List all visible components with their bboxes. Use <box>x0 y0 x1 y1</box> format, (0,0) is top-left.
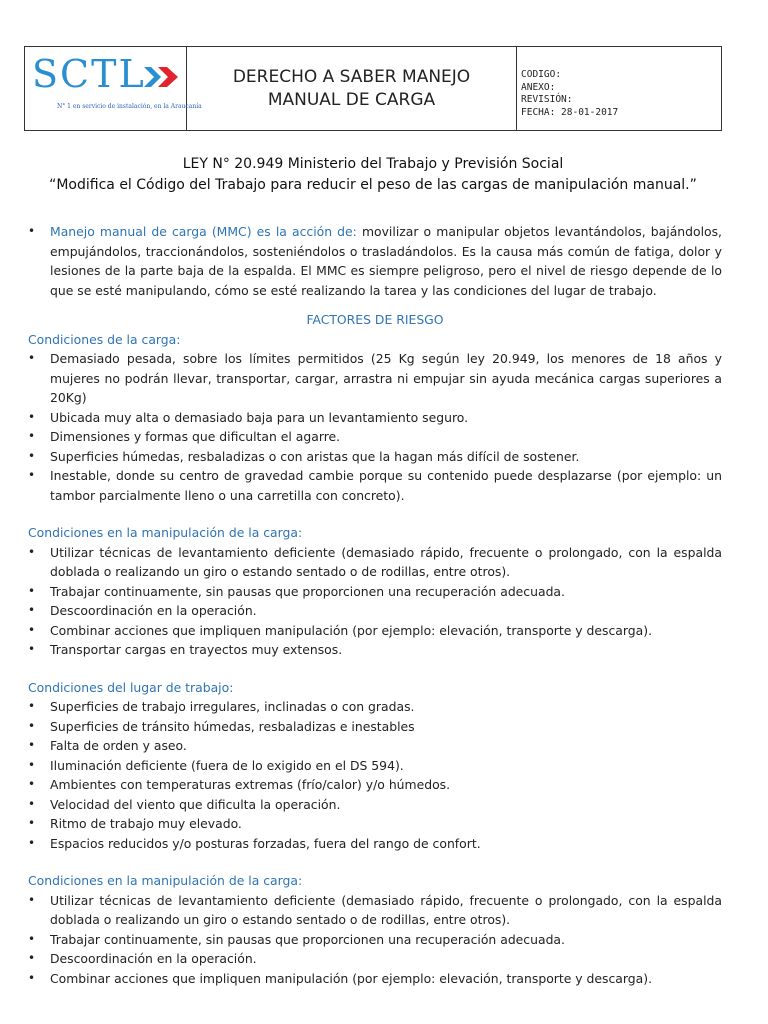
bullet-icon: • <box>28 622 36 637</box>
list-item <box>28 621 722 641</box>
meta-fecha: FECHA: 28-01-2017 <box>521 106 619 118</box>
list-item <box>28 930 722 950</box>
list-item <box>28 834 722 854</box>
list-item-text: Descoordinación en la operación. <box>50 951 257 966</box>
list-item-text: Iluminación deficiente (fuera de lo exigido en el DS 594). <box>50 757 404 773</box>
logo-text: SCTL <box>32 52 146 96</box>
list-item <box>28 756 722 776</box>
list-item <box>28 969 722 989</box>
bullet-icon: • <box>28 835 36 850</box>
list-item-text: Falta de orden y aseo. <box>50 738 187 753</box>
bullet-icon: • <box>28 603 36 617</box>
list-item-text: Ambientes con temperaturas extremas (frío/calor) y/o húmedos. <box>50 777 451 792</box>
bullet-icon: • <box>28 409 36 424</box>
list-item-text: Superficies de tránsito húmedas, resbaladizas e inestables <box>50 718 415 734</box>
list-item <box>28 543 722 582</box>
bullet-icon: • <box>28 777 36 791</box>
meta-anexo: ANEXO: <box>521 81 556 93</box>
list-item-text: Utilizar técnicas de levantamiento deficiente (demasiado rápido, frecuente o prolongado, con la espalda doblada o realizando un giro o estando sentado o de rodillas, entre otros). <box>50 892 722 927</box>
meta-revision: REVISIÓN: <box>521 94 573 105</box>
bullet-icon: • <box>28 718 36 733</box>
list-item <box>28 949 722 969</box>
list-item-text: Espacios reducidos y/o posturas forzadas, fuera del rango de confort. <box>50 835 481 851</box>
list-item <box>28 408 722 428</box>
document-title <box>187 47 517 130</box>
list-item-text: Ritmo de trabajo muy elevado. <box>50 816 242 831</box>
list-item-text: Velocidad del viento que dificulta la operación. <box>50 796 341 812</box>
list-item-text: Combinar acciones que impliquen manipulación (por ejemplo: elevación, transporte y descarga). <box>50 970 653 986</box>
list-item <box>28 466 722 505</box>
document-meta <box>517 47 721 130</box>
list-item <box>28 349 722 408</box>
section-spacer <box>28 505 722 523</box>
list-item <box>28 697 722 717</box>
list-item <box>28 717 722 737</box>
section-spacer <box>28 853 722 871</box>
bullet-icon: • <box>28 796 36 811</box>
list-item <box>28 795 722 815</box>
document-body <box>28 222 722 988</box>
list-item-text: Dimensiones y formas que dificultan el agarre. <box>50 429 341 444</box>
bullet-icon: • <box>28 816 36 830</box>
company-logo <box>25 47 202 130</box>
list-item-text: Utilizar técnicas de levantamiento deficiente (demasiado rápido, frecuente o prolongado, con la espalda doblada o realizando un giro o estando sentado o de rodillas, entre otros). <box>50 544 722 579</box>
section-title: Condiciones en la manipulación de la carga: <box>28 525 303 540</box>
bullet-icon: • <box>28 224 36 238</box>
law-subtitle: “Modifica el Código del Trabajo para reducir el peso de las cargas de manipulación manual.” <box>49 177 697 193</box>
risk-sections <box>28 330 722 989</box>
list-item <box>28 601 722 621</box>
list-item <box>28 775 722 795</box>
bullet-icon: • <box>28 757 36 772</box>
list-item-text: Inestable, donde su centro de gravedad cambie porque su contenido puede desplazarse (por ejemplo: un tambor parcialmente lleno o una carretilla con concreto). <box>50 468 722 503</box>
list-item <box>28 447 722 467</box>
section-list <box>28 697 722 853</box>
factors-heading: FACTORES DE RIESGO <box>306 312 444 327</box>
bullet-icon: • <box>28 642 36 656</box>
law-title: LEY N° 20.949 Ministerio del Trabajo y Previsión Social <box>182 156 564 172</box>
section-list <box>28 349 722 505</box>
bullet-icon: • <box>28 951 36 965</box>
section-spacer <box>28 660 722 678</box>
list-item-text: Combinar acciones que impliquen manipulación (por ejemplo: elevación, transporte y descarga). <box>50 622 653 638</box>
section-list <box>28 543 722 660</box>
law-heading <box>24 154 722 196</box>
intro-lead: Manejo manual de carga (MMC) es la acción de: <box>50 224 357 239</box>
list-item <box>28 736 722 756</box>
bullet-icon: • <box>28 468 36 482</box>
list-item <box>28 582 722 602</box>
section-title: Condiciones del lugar de trabajo: <box>28 679 234 695</box>
meta-codigo: CODIGO: <box>521 69 562 80</box>
list-item <box>28 814 722 834</box>
list-item <box>28 640 722 660</box>
section-title: Condiciones en la manipulación de la carga: <box>28 873 303 888</box>
section-title: Condiciones de la carga: <box>28 331 181 347</box>
list-item-text: Demasiado pesada, sobre los límites permitidos (25 Kg según ley 20.949, los menores de 18 años y mujeres no podrán llevar, transportar, cargar, arrastra ni empujar sin ayuda mecánica cargas superiores a 20Kg) <box>50 351 722 405</box>
intro-text: movilizar o manipular objetos levantándolos, bajándolos, empujándolos, traccionándolos, sosteniéndolos o trasladándolos. Es la causa más común de fatiga, dolor y lesiones de la parte baja de la espalda. El MMC es siempre peligroso, pero el nivel de riesgo depende de lo que se esté manipulando, cómo se esté realizando la tarea y las condiciones del lugar de trabajo. <box>50 224 722 298</box>
bullet-icon: • <box>28 738 36 752</box>
list-item <box>28 427 722 447</box>
bullet-icon: • <box>28 544 36 559</box>
bullet-icon: • <box>28 892 36 907</box>
list-item-text: Trabajar continuamente, sin pausas que proporcionen una recuperación adecuada. <box>50 931 565 947</box>
list-item-text: Trabajar continuamente, sin pausas que proporcionen una recuperación adecuada. <box>50 583 565 599</box>
list-item-text: Descoordinación en la operación. <box>50 603 257 618</box>
list-item-text: Superficies húmedas, resbaladizas o con aristas que la hagan más difícil de sostener. <box>50 448 580 464</box>
bullet-icon: • <box>28 351 36 365</box>
list-item-text: Transportar cargas en trayectos muy extensos. <box>50 642 343 657</box>
bullet-icon: • <box>28 699 36 713</box>
list-item-text: Superficies de trabajo irregulares, inclinadas o con gradas. <box>50 699 415 714</box>
logo-tagline: N° 1 en servicio de instalación, en la Araucanía <box>57 103 202 110</box>
title-line-2: MANUAL DE CARGA <box>267 89 436 110</box>
bullet-icon: • <box>28 970 36 985</box>
section-list <box>28 891 722 989</box>
double-chevron-icon <box>144 66 180 88</box>
title-line-1: DERECHO A SABER MANEJO <box>232 66 471 87</box>
list-item <box>28 891 722 930</box>
bullet-icon: • <box>28 583 36 598</box>
bullet-icon: • <box>28 931 36 946</box>
bullet-icon: • <box>28 429 36 443</box>
document-header <box>24 46 722 131</box>
list-item-text: Ubicada muy alta o demasiado baja para un levantamiento seguro. <box>50 409 469 425</box>
intro-paragraph <box>28 222 722 300</box>
bullet-icon: • <box>28 448 36 463</box>
